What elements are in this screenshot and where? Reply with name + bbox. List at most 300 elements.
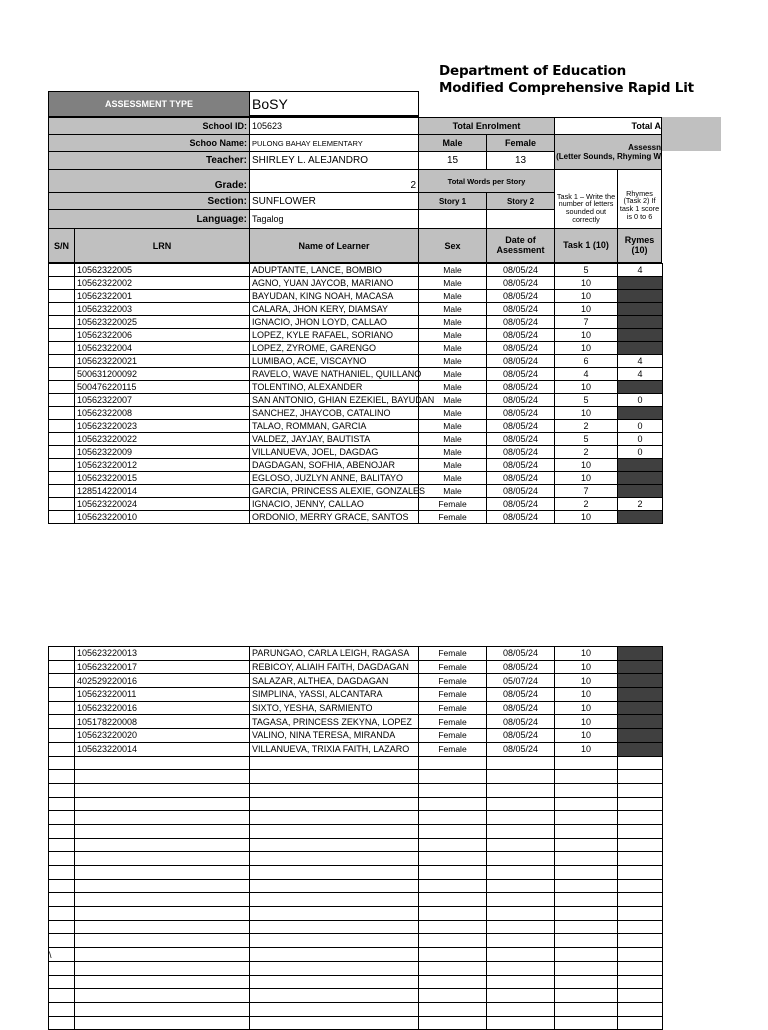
empty-cell[interactable] [250,920,419,934]
learner-name-cell[interactable]: SANCHEZ, JHAYCOB, CATALINO [250,407,419,420]
empty-cell[interactable] [250,934,419,948]
learner-name-cell[interactable]: CALARA, JHON KERY, DIAMSAY [250,303,419,316]
date-cell[interactable]: 08/05/24 [487,647,555,661]
learner-name-cell[interactable]: VILLANUEVA, TRIXIA FAITH, LAZARO [250,742,419,756]
task1-cell[interactable]: 10 [555,742,618,756]
empty-cell[interactable] [618,852,663,866]
empty-cell[interactable] [250,756,419,770]
sn-cell[interactable] [49,329,75,342]
task1-cell[interactable]: 10 [555,674,618,688]
sn-cell[interactable] [49,342,75,355]
empty-cell[interactable] [49,770,75,784]
empty-cell[interactable] [419,975,487,989]
lrn-cell[interactable]: 10562322001 [75,290,250,303]
empty-cell[interactable] [419,1002,487,1016]
empty-cell[interactable] [555,866,618,880]
empty-cell[interactable] [555,920,618,934]
empty-cell[interactable] [618,920,663,934]
task1-cell[interactable]: 7 [555,316,618,329]
task1-cell[interactable]: 2 [555,420,618,433]
rymes-cell[interactable] [618,715,663,729]
sex-cell[interactable]: Male [419,316,487,329]
lrn-cell[interactable]: 105623220016 [75,701,250,715]
empty-cell[interactable] [555,756,618,770]
task1-cell[interactable]: 10 [555,329,618,342]
sn-cell[interactable] [49,660,75,674]
empty-cell[interactable] [419,961,487,975]
sex-cell[interactable]: Male [419,433,487,446]
empty-cell[interactable] [618,1002,663,1016]
empty-cell[interactable] [419,866,487,880]
empty-cell[interactable] [487,1016,555,1030]
date-cell[interactable]: 08/05/24 [487,715,555,729]
rymes-cell[interactable] [618,303,663,316]
lrn-cell[interactable]: 105623220012 [75,459,250,472]
rymes-cell[interactable] [618,647,663,661]
lrn-cell[interactable]: 10562322003 [75,303,250,316]
rymes-cell[interactable]: 0 [618,433,663,446]
sn-cell[interactable] [49,355,75,368]
date-cell[interactable]: 08/05/24 [487,394,555,407]
empty-cell[interactable] [487,797,555,811]
sex-cell[interactable]: Male [419,381,487,394]
rymes-cell[interactable]: 0 [618,446,663,459]
empty-cell[interactable] [250,1002,419,1016]
task1-cell[interactable]: 10 [555,701,618,715]
empty-cell[interactable] [419,838,487,852]
sex-cell[interactable]: Male [419,394,487,407]
task1-cell[interactable]: 10 [555,342,618,355]
learner-name-cell[interactable]: IGNACIO, JHON LOYD, CALLAO [250,316,419,329]
task1-cell[interactable]: 4 [555,368,618,381]
empty-cell[interactable] [49,934,75,948]
teacher-value[interactable]: SHIRLEY L. ALEJANDRO [249,151,419,170]
learner-name-cell[interactable]: PARUNGAO, CARLA LEIGH, RAGASA [250,647,419,661]
lrn-cell[interactable]: 105623220015 [75,472,250,485]
empty-cell[interactable] [49,756,75,770]
sex-cell[interactable]: Male [419,355,487,368]
empty-cell[interactable] [618,961,663,975]
empty-cell[interactable] [49,1016,75,1030]
sex-cell[interactable]: Male [419,329,487,342]
empty-cell[interactable] [487,770,555,784]
task1-cell[interactable]: 5 [555,433,618,446]
learner-name-cell[interactable]: AGNO, YUAN JAYCOB, MARIANO [250,277,419,290]
empty-cell[interactable] [250,811,419,825]
empty-cell[interactable] [419,783,487,797]
task1-cell[interactable]: 10 [555,660,618,674]
rymes-cell[interactable] [618,485,663,498]
sn-cell[interactable] [49,316,75,329]
task1-cell[interactable]: 10 [555,290,618,303]
empty-cell[interactable] [49,920,75,934]
date-cell[interactable]: 08/05/24 [487,742,555,756]
task1-cell[interactable]: 10 [555,729,618,743]
empty-cell[interactable] [419,907,487,921]
date-cell[interactable]: 08/05/24 [487,433,555,446]
empty-cell[interactable] [419,811,487,825]
empty-cell[interactable] [49,852,75,866]
lrn-cell[interactable]: 105623220022 [75,433,250,446]
learner-name-cell[interactable]: DAGDAGAN, SOFHIA, ABENOJAR [250,459,419,472]
sex-cell[interactable]: Male [419,368,487,381]
empty-cell[interactable] [419,989,487,1003]
task1-cell[interactable]: 10 [555,459,618,472]
task1-cell[interactable]: 2 [555,498,618,511]
rymes-cell[interactable]: 4 [618,355,663,368]
empty-cell[interactable] [419,948,487,962]
date-cell[interactable]: 08/05/24 [487,277,555,290]
date-cell[interactable]: 08/05/24 [487,485,555,498]
sn-cell[interactable] [49,277,75,290]
date-cell[interactable]: 08/05/24 [487,511,555,524]
empty-cell[interactable] [618,907,663,921]
task1-cell[interactable]: 2 [555,446,618,459]
empty-cell[interactable] [555,961,618,975]
lrn-cell[interactable]: 105623220017 [75,660,250,674]
sex-cell[interactable]: Female [419,742,487,756]
sex-cell[interactable]: Male [419,420,487,433]
lrn-cell[interactable]: 105623220011 [75,688,250,702]
empty-cell[interactable] [250,961,419,975]
empty-cell[interactable] [75,989,250,1003]
empty-cell[interactable] [419,756,487,770]
sn-cell[interactable] [49,433,75,446]
empty-cell[interactable] [555,893,618,907]
lrn-cell[interactable]: 10562322004 [75,342,250,355]
learner-name-cell[interactable]: LUMIBAO, ACE, VISCAYNO [250,355,419,368]
learner-name-cell[interactable]: TOLENTINO, ALEXANDER [250,381,419,394]
empty-cell[interactable] [75,893,250,907]
empty-cell[interactable] [49,989,75,1003]
sn-cell[interactable] [49,472,75,485]
learner-name-cell[interactable]: IGNACIO, JENNY, CALLAO [250,498,419,511]
rymes-cell[interactable] [618,660,663,674]
empty-cell[interactable] [49,824,75,838]
sn-cell[interactable] [49,701,75,715]
empty-cell[interactable] [250,824,419,838]
learner-name-cell[interactable]: SIXTO, YESHA, SARMIENTO [250,701,419,715]
sex-cell[interactable]: Male [419,303,487,316]
learner-name-cell[interactable]: GARCIA, PRINCESS ALEXIE, GONZALES [250,485,419,498]
lrn-cell[interactable]: 105623220023 [75,420,250,433]
empty-cell[interactable] [618,838,663,852]
empty-cell[interactable] [75,756,250,770]
male-count[interactable]: 15 [418,151,487,170]
empty-cell[interactable] [487,866,555,880]
empty-cell[interactable] [555,783,618,797]
empty-cell[interactable] [618,934,663,948]
rymes-cell[interactable] [618,701,663,715]
sex-cell[interactable]: Female [419,660,487,674]
rymes-cell[interactable]: 4 [618,368,663,381]
empty-cell[interactable] [487,1002,555,1016]
empty-cell[interactable] [555,838,618,852]
sex-cell[interactable]: Male [419,342,487,355]
empty-cell[interactable] [250,1016,419,1030]
sex-cell[interactable]: Male [419,472,487,485]
empty-cell[interactable] [419,934,487,948]
empty-cell[interactable] [250,879,419,893]
empty-cell[interactable] [618,893,663,907]
empty-cell[interactable] [75,907,250,921]
learner-name-cell[interactable]: VALDEZ, JAYJAY, BAUTISTA [250,433,419,446]
sex-cell[interactable]: Female [419,498,487,511]
date-cell[interactable]: 08/05/24 [487,329,555,342]
sn-cell[interactable] [49,407,75,420]
empty-cell[interactable] [419,893,487,907]
empty-cell[interactable] [250,797,419,811]
sex-cell[interactable]: Male [419,459,487,472]
empty-cell[interactable] [618,770,663,784]
sex-cell[interactable]: Male [419,485,487,498]
empty-cell[interactable] [49,783,75,797]
lrn-cell[interactable]: 105623220021 [75,355,250,368]
empty-cell[interactable] [487,948,555,962]
learner-name-cell[interactable]: VILLANUEVA, JOEL, DAGDAG [250,446,419,459]
empty-cell[interactable] [487,838,555,852]
task1-cell[interactable]: 10 [555,688,618,702]
empty-cell[interactable] [75,838,250,852]
story1-value[interactable] [418,209,487,229]
empty-cell[interactable] [487,975,555,989]
rymes-cell[interactable] [618,742,663,756]
empty-cell[interactable] [49,893,75,907]
learner-name-cell[interactable]: ORDONIO, MERRY GRACE, SANTOS [250,511,419,524]
lrn-cell[interactable]: 402529220016 [75,674,250,688]
learner-name-cell[interactable]: LOPEZ, KYLE RAFAEL, SORIANO [250,329,419,342]
empty-cell[interactable] [487,879,555,893]
empty-cell[interactable] [487,989,555,1003]
empty-cell[interactable] [49,975,75,989]
empty-cell[interactable] [419,770,487,784]
task1-cell[interactable]: 10 [555,277,618,290]
empty-cell[interactable] [419,852,487,866]
empty-cell[interactable] [250,866,419,880]
date-cell[interactable]: 08/05/24 [487,498,555,511]
empty-cell[interactable] [75,948,250,962]
sex-cell[interactable]: Female [419,688,487,702]
date-cell[interactable]: 05/07/24 [487,674,555,688]
sex-cell[interactable]: Female [419,674,487,688]
sn-cell[interactable] [49,742,75,756]
empty-cell[interactable] [618,866,663,880]
task1-cell[interactable]: 10 [555,472,618,485]
empty-cell[interactable] [419,797,487,811]
sn-cell[interactable] [49,459,75,472]
lrn-cell[interactable]: 105623220010 [75,511,250,524]
sn-cell[interactable] [49,688,75,702]
empty-cell[interactable] [487,811,555,825]
rymes-cell[interactable] [618,511,663,524]
empty-cell[interactable] [49,961,75,975]
section-value[interactable]: SUNFLOWER [249,192,419,210]
empty-cell[interactable] [250,975,419,989]
empty-cell[interactable] [618,783,663,797]
sex-cell[interactable]: Female [419,701,487,715]
empty-cell[interactable] [250,838,419,852]
task1-cell[interactable]: 7 [555,485,618,498]
lrn-cell[interactable]: 105623220014 [75,742,250,756]
learner-name-cell[interactable]: REBICOY, ALIAIH FAITH, DAGDAGAN [250,660,419,674]
learner-name-cell[interactable]: SALAZAR, ALTHEA, DAGDAGAN [250,674,419,688]
empty-cell[interactable] [618,879,663,893]
empty-cell[interactable] [487,852,555,866]
task1-cell[interactable]: 10 [555,511,618,524]
empty-cell[interactable] [487,907,555,921]
sn-cell[interactable] [49,715,75,729]
sex-cell[interactable]: Female [419,647,487,661]
rymes-cell[interactable] [618,459,663,472]
learner-name-cell[interactable]: TAGASA, PRINCESS ZEKYNA, LOPEZ [250,715,419,729]
empty-cell[interactable] [555,1002,618,1016]
empty-cell[interactable] [555,989,618,1003]
school-name-value[interactable]: PULONG BAHAY ELEMENTARY [249,134,419,152]
sex-cell[interactable]: Female [419,511,487,524]
empty-cell[interactable] [250,770,419,784]
learner-name-cell[interactable]: SAN ANTONIO, GHIAN EZEKIEL, BAYUDAN [250,394,419,407]
empty-cell[interactable] [75,866,250,880]
sn-cell[interactable] [49,420,75,433]
lrn-cell[interactable]: 10562322002 [75,277,250,290]
empty-cell[interactable] [419,920,487,934]
empty-cell[interactable] [75,934,250,948]
empty-cell[interactable] [618,811,663,825]
sex-cell[interactable]: Male [419,264,487,277]
empty-cell[interactable] [250,852,419,866]
task1-cell[interactable]: 10 [555,407,618,420]
date-cell[interactable]: 08/05/24 [487,420,555,433]
empty-cell[interactable] [419,1016,487,1030]
sn-cell[interactable] [49,381,75,394]
rymes-cell[interactable] [618,316,663,329]
story2-value[interactable] [486,209,555,229]
sex-cell[interactable]: Male [419,446,487,459]
empty-cell[interactable] [487,824,555,838]
empty-cell[interactable] [555,907,618,921]
rymes-cell[interactable]: 4 [618,264,663,277]
learner-name-cell[interactable]: ADUPTANTE, LANCE, BOMBIO [250,264,419,277]
sn-cell[interactable] [49,729,75,743]
sn-cell[interactable] [49,446,75,459]
task1-cell[interactable]: 5 [555,264,618,277]
empty-cell[interactable] [75,879,250,893]
empty-cell[interactable] [487,783,555,797]
assessment-type-value[interactable]: BoSY [249,91,419,117]
empty-cell[interactable] [618,989,663,1003]
date-cell[interactable]: 08/05/24 [487,701,555,715]
empty-cell[interactable] [75,961,250,975]
learner-name-cell[interactable]: RAVELO, WAVE NATHANIEL, QUILLANO [250,368,419,381]
empty-cell[interactable] [49,879,75,893]
sn-cell[interactable] [49,498,75,511]
empty-cell[interactable] [555,975,618,989]
empty-cell[interactable] [618,824,663,838]
empty-cell[interactable] [487,920,555,934]
empty-cell[interactable] [419,824,487,838]
sn-cell[interactable] [49,647,75,661]
date-cell[interactable]: 08/05/24 [487,660,555,674]
empty-cell[interactable] [75,824,250,838]
empty-cell[interactable] [75,852,250,866]
lrn-cell[interactable]: 105178220008 [75,715,250,729]
rymes-cell[interactable]: 0 [618,394,663,407]
empty-cell[interactable] [555,934,618,948]
lrn-cell[interactable]: 105623220024 [75,498,250,511]
lrn-cell[interactable]: 500631200092 [75,368,250,381]
empty-cell[interactable] [75,783,250,797]
empty-cell[interactable] [49,838,75,852]
grade-value[interactable]: 2 [249,169,419,193]
sn-cell[interactable] [49,485,75,498]
date-cell[interactable]: 08/05/24 [487,729,555,743]
empty-cell[interactable] [49,1002,75,1016]
empty-cell[interactable] [618,975,663,989]
learner-name-cell[interactable]: SIMPLINA, YASSI, ALCANTARA [250,688,419,702]
empty-cell[interactable] [618,756,663,770]
learner-name-cell[interactable]: BAYUDAN, KING NOAH, MACASA [250,290,419,303]
empty-cell[interactable] [49,948,75,962]
lrn-cell[interactable]: 10562322006 [75,329,250,342]
empty-cell[interactable] [75,770,250,784]
date-cell[interactable]: 08/05/24 [487,472,555,485]
rymes-cell[interactable]: 2 [618,498,663,511]
empty-cell[interactable] [75,1002,250,1016]
lrn-cell[interactable]: 105623220025 [75,316,250,329]
task1-cell[interactable]: 6 [555,355,618,368]
empty-cell[interactable] [618,797,663,811]
task1-cell[interactable]: 10 [555,381,618,394]
sn-cell[interactable] [49,394,75,407]
empty-cell[interactable] [487,934,555,948]
task1-cell[interactable]: 10 [555,647,618,661]
rymes-cell[interactable]: 0 [618,420,663,433]
sn-cell[interactable] [49,511,75,524]
lrn-cell[interactable]: 105623220020 [75,729,250,743]
date-cell[interactable]: 08/05/24 [487,316,555,329]
learner-name-cell[interactable]: EGLOSO, JUZLYN ANNE, BALITAYO [250,472,419,485]
rymes-cell[interactable] [618,729,663,743]
empty-cell[interactable] [555,852,618,866]
lrn-cell[interactable]: 128514220014 [75,485,250,498]
empty-cell[interactable] [487,961,555,975]
rymes-cell[interactable] [618,342,663,355]
school-id-value[interactable]: 105623 [249,117,419,135]
sn-cell[interactable] [49,303,75,316]
learner-name-cell[interactable]: LOPEZ, ZYROME, GARENGO [250,342,419,355]
empty-cell[interactable] [75,797,250,811]
empty-cell[interactable] [555,824,618,838]
empty-cell[interactable] [250,948,419,962]
empty-cell[interactable] [49,797,75,811]
rymes-cell[interactable] [618,407,663,420]
empty-cell[interactable] [75,1016,250,1030]
learner-name-cell[interactable]: VALINO, NINA TERESA, MIRANDA [250,729,419,743]
rymes-cell[interactable] [618,381,663,394]
sex-cell[interactable]: Male [419,277,487,290]
empty-cell[interactable] [250,907,419,921]
sn-cell[interactable] [49,264,75,277]
date-cell[interactable]: 08/05/24 [487,355,555,368]
sn-cell[interactable] [49,290,75,303]
empty-cell[interactable] [49,907,75,921]
task1-cell[interactable]: 10 [555,715,618,729]
rymes-cell[interactable] [618,674,663,688]
date-cell[interactable]: 08/05/24 [487,290,555,303]
empty-cell[interactable] [555,1016,618,1030]
date-cell[interactable]: 08/05/24 [487,264,555,277]
empty-cell[interactable] [419,879,487,893]
